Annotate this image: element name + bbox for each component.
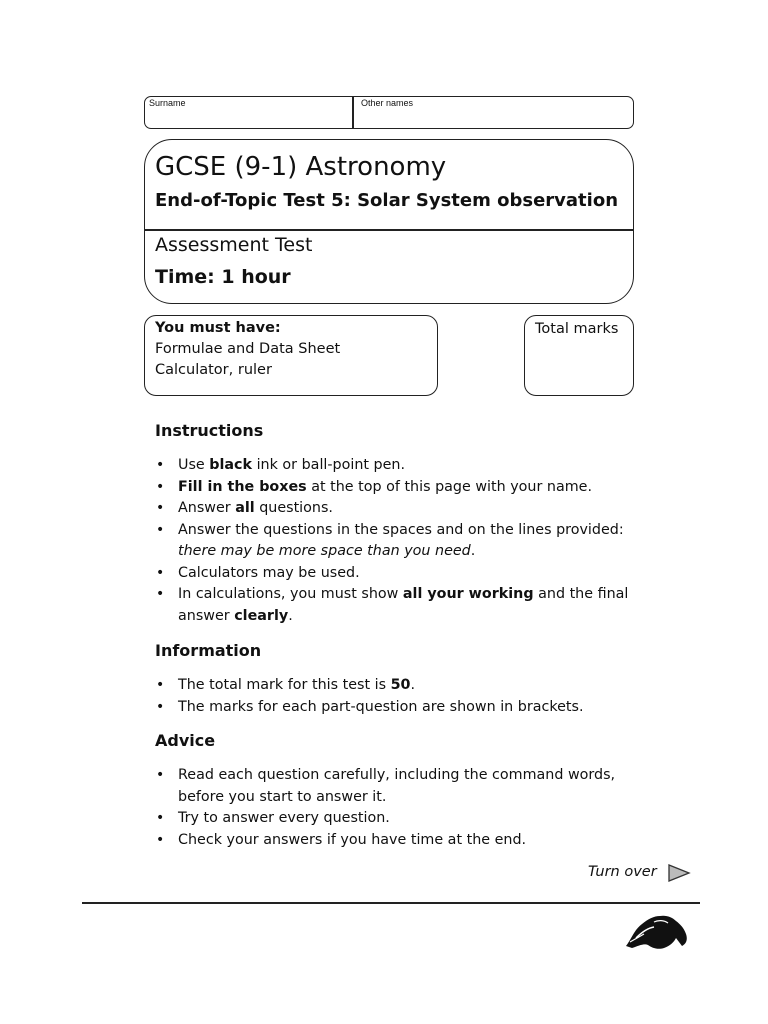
equipment-box xyxy=(144,315,438,396)
name-box-divider xyxy=(352,97,354,128)
other-names-label: Other names xyxy=(361,98,414,108)
footer-rule xyxy=(82,902,700,904)
equipment-item: Calculator, ruler xyxy=(155,362,272,378)
information-list xyxy=(155,675,635,718)
list-item: • Try to answer every question. xyxy=(155,808,635,830)
title-box-divider xyxy=(145,229,633,231)
list-item: • In calculations, you must show all your working and the final answer clearly. xyxy=(155,584,635,627)
instructions-heading: Instructions xyxy=(155,421,264,440)
information-heading: Information xyxy=(155,641,262,660)
exam-subtitle: End-of-Topic Test 5: Solar System observation xyxy=(155,190,619,211)
list-item: • Read each question carefully, including the command words, before you start to answer it. xyxy=(155,765,635,808)
advice-heading: Advice xyxy=(155,731,216,750)
list-item: • The total mark for this test is 50. xyxy=(155,675,635,697)
play-triangle-icon xyxy=(667,863,691,883)
list-item: • The marks for each part-question are shown in brackets. xyxy=(155,697,635,719)
total-marks-label: Total marks xyxy=(535,321,619,337)
assessment-type: Assessment Test xyxy=(155,234,313,256)
list-item: • Check your answers if you have time at the end. xyxy=(155,830,635,852)
exam-title: GCSE (9-1) Astronomy xyxy=(155,152,447,182)
surname-label: Surname xyxy=(149,98,186,108)
time-allowed: Time: 1 hour xyxy=(155,266,291,288)
list-item: • Answer the questions in the spaces and on the lines provided: there may be more space than you need. xyxy=(155,520,635,563)
list-item: • Answer all questions. xyxy=(155,498,635,520)
title-box xyxy=(144,139,634,304)
publisher-logo-icon xyxy=(624,908,690,950)
advice-list xyxy=(155,765,635,851)
list-item: • Fill in the boxes at the top of this page with your name. xyxy=(155,477,635,499)
total-marks-box xyxy=(524,315,634,396)
list-item: • Calculators may be used. xyxy=(155,563,635,585)
turn-over-label: Turn over xyxy=(588,864,657,880)
equipment-item: Formulae and Data Sheet xyxy=(155,341,341,357)
equipment-label: You must have: xyxy=(155,320,281,336)
instructions-list xyxy=(155,455,635,627)
list-item: • Use black ink or ball-point pen. xyxy=(155,455,635,477)
candidate-name-box xyxy=(144,96,634,129)
